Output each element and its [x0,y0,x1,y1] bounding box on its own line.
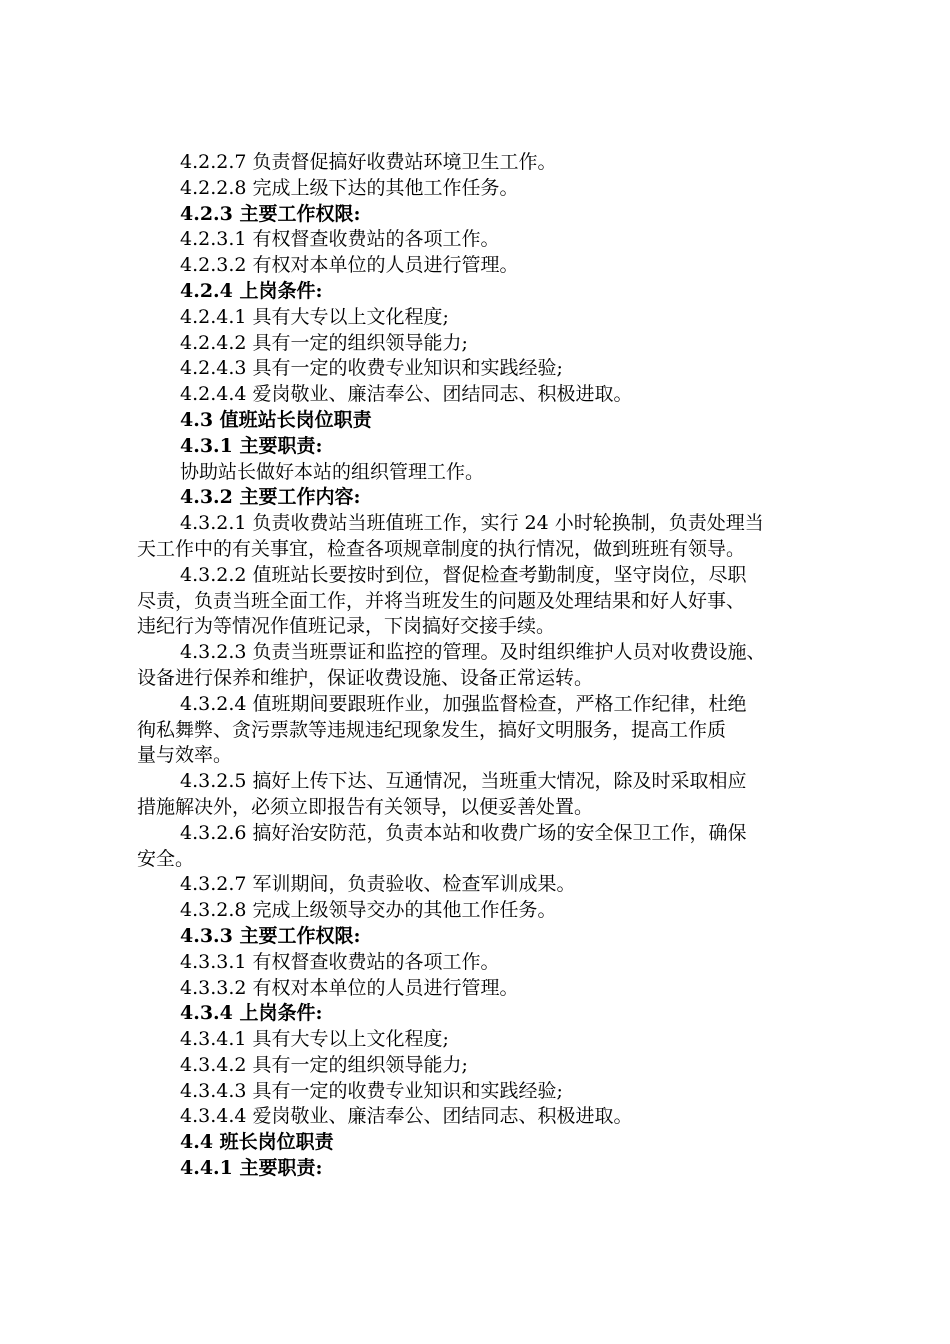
paragraph-line: 4.2.4.3 具有一定的收费专业知识和实践经验; [180,357,563,380]
section-heading: 4.3.3 主要工作权限: [180,924,361,947]
paragraph-line: 量与效率。 [137,744,233,767]
section-heading: 4.2.3 主要工作权限: [180,202,361,225]
paragraph-line: 4.3.4.4 爱岗敬业、廉洁奉公、团结同志、积极进取。 [180,1105,633,1128]
paragraph-line: 协助站长做好本站的组织管理工作。 [180,460,485,483]
paragraph-line: 4.3.2.4 值班期间要跟班作业，加强监督检查，严格工作纪律，杜绝 [180,692,747,715]
paragraph-line: 4.2.4.2 具有一定的组织领导能力; [180,331,468,354]
paragraph-line: 天工作中的有关事宜，检查各项规章制度的执行情况，做到班班有领导。 [137,537,746,560]
document-page [137,150,857,1182]
paragraph-line: 4.3.4.3 具有一定的收费专业知识和实践经验; [180,1079,563,1102]
paragraph-line: 4.3.2.5 搞好上传下达、互通情况，当班重大情况，除及时采取相应 [180,770,747,793]
paragraph-line: 4.3.2.7 军训期间，负责验收、检查军训成果。 [180,873,576,896]
paragraph-line: 4.2.3.1 有权督查收费站的各项工作。 [180,228,500,251]
paragraph-line: 4.3.2.3 负责当班票证和监控的管理。及时组织维护人员对收费设施、 [180,641,766,664]
section-heading: 4.3.1 主要职责: [180,434,323,457]
paragraph-line: 4.3.3.1 有权督查收费站的各项工作。 [180,950,500,973]
section-heading: 4.4.1 主要职责: [180,1157,323,1180]
paragraph-line: 4.2.4.4 爱岗敬业、廉洁奉公、团结同志、积极进取。 [180,383,633,406]
paragraph-line: 4.3.4.1 具有大专以上文化程度; [180,1028,449,1051]
paragraph-line: 4.3.2.1 负责收费站当班值班工作，实行 24 小时轮换制，负责处理当 [180,512,764,535]
paragraph-line: 4.2.2.8 完成上级下达的其他工作任务。 [180,176,519,199]
paragraph-line: 措施解决外，必须立即报告有关领导，以便妥善处置。 [137,795,594,818]
paragraph-line: 4.3.3.2 有权对本单位的人员进行管理。 [180,976,519,999]
section-heading: 4.2.4 上岗条件: [180,279,323,302]
paragraph-line: 4.2.2.7 负责督促搞好收费站环境卫生工作。 [180,151,557,173]
paragraph-line: 徇私舞弊、贪污票款等违规违纪现象发生，搞好文明服务，提高工作质 [137,718,727,741]
paragraph-line: 设备进行保养和维护，保证收费设施、设备正常运转。 [137,666,594,689]
paragraph-line: 尽责，负责当班全面工作，并将当班发生的问题及处理结果和好人好事、 [137,589,746,612]
section-heading: 4.3.2 主要工作内容: [180,486,361,509]
paragraph-line: 4.3.4.2 具有一定的组织领导能力; [180,1053,468,1076]
paragraph-line: 4.3.2.8 完成上级领导交办的其他工作任务。 [180,899,557,922]
paragraph-line: 4.2.4.1 具有大专以上文化程度; [180,305,449,328]
paragraph-line: 违纪行为等情况作值班记录，下岗搞好交接手续。 [137,615,556,638]
paragraph-line: 4.3.2.2 值班站长要按时到位，督促检查考勤制度，坚守岗位，尽职 [180,563,747,586]
paragraph-line: 安全。 [137,847,195,870]
section-heading: 4.4 班长岗位职责 [180,1131,334,1154]
paragraph-line: 4.3.2.6 搞好治安防范，负责本站和收费广场的安全保卫工作，确保 [180,821,747,844]
paragraph-line: 4.2.3.2 有权对本单位的人员进行管理。 [180,254,519,277]
section-heading: 4.3.4 上岗条件: [180,1002,323,1025]
section-heading: 4.3 值班站长岗位职责 [180,408,372,431]
